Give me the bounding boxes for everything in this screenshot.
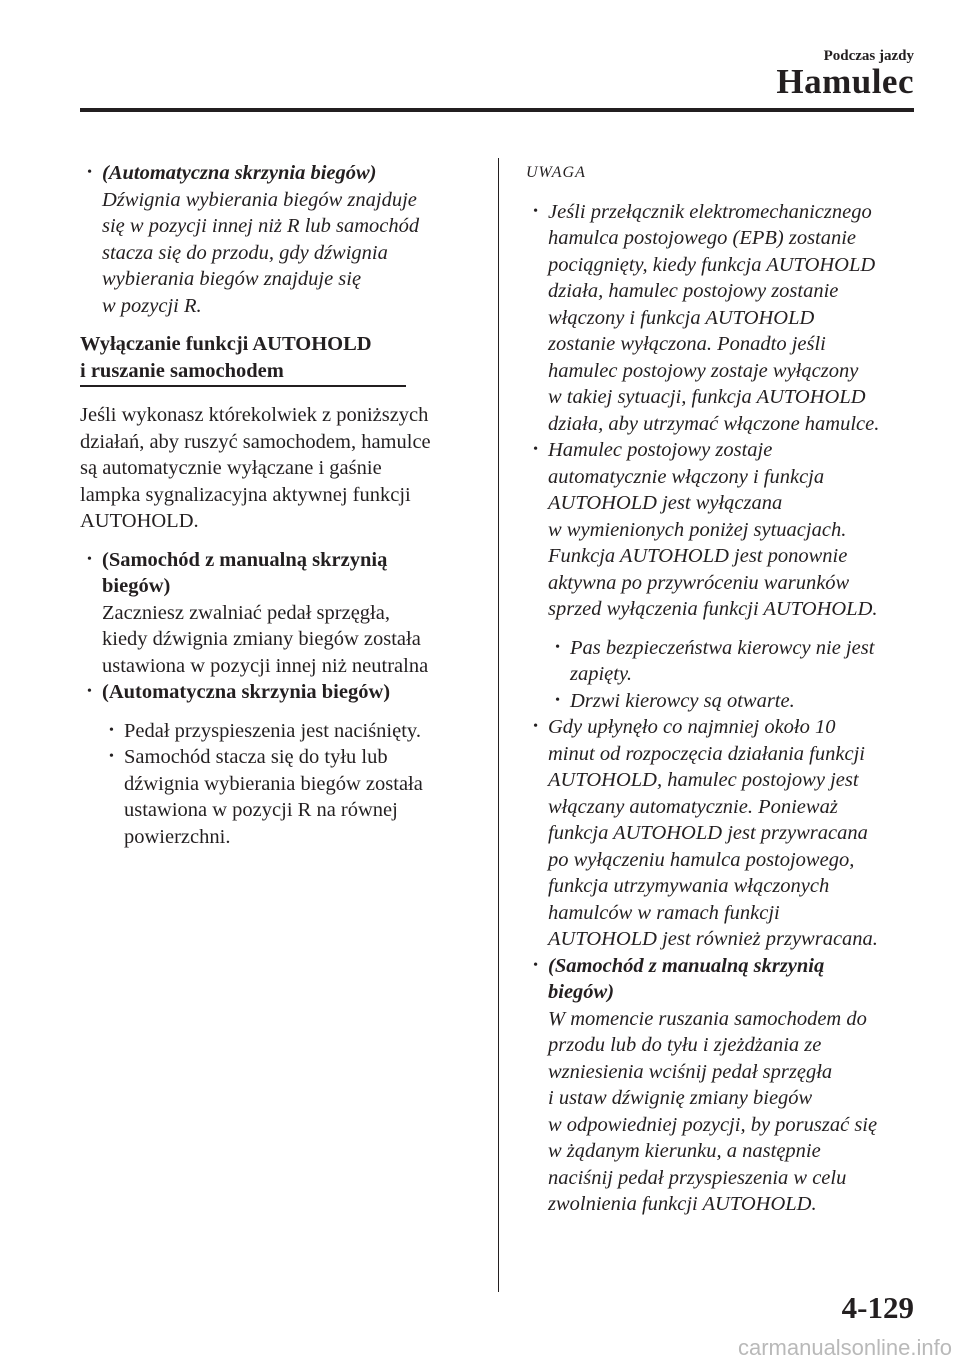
text-line: w odpowiedniej pozycji, by poruszać się: [548, 1113, 878, 1136]
bullet-automatic-transmission: [80, 679, 480, 706]
text-line: AUTOHOLD.: [80, 510, 199, 532]
text-line: dźwignia wybierania biegów została: [124, 772, 423, 795]
bullet-dot: •: [533, 957, 538, 973]
bullet-dot: •: [533, 719, 538, 734]
text-line: w żądanym kierunku, a następnie: [548, 1140, 821, 1162]
text-line: Dźwignia wybierania biegów znajduje: [102, 188, 417, 211]
left-column: [80, 160, 480, 850]
text-line: minut od rozpoczęcia działania funkcji: [548, 742, 865, 765]
bullet-title: biegów): [102, 575, 171, 597]
section-heading: [80, 331, 480, 384]
text-line: działań, aby ruszyć samochodem, hamulce: [80, 430, 431, 453]
text-line: działa, hamulec postojowy zostanie: [548, 280, 839, 302]
text-line: Zaczniesz zwalniać pedał sprzęgła,: [102, 601, 390, 624]
bullet-title: (Samochód z manualną skrzynią: [102, 548, 388, 571]
header-section-label: Podczas jazdy: [823, 48, 914, 64]
text-line: funkcja utrzymywania włączonych: [548, 875, 830, 897]
text-line: Jeśli przełącznik elektromechanicznego: [548, 200, 872, 223]
page-number: 4-129: [841, 1290, 914, 1325]
bullet-title: (Samochód z manualną skrzynią: [548, 954, 825, 977]
text-line: Gdy upłynęło co najmniej około 10: [548, 716, 836, 738]
text-line: kiedy dźwignia zmiany biegów została: [102, 628, 421, 650]
heading-line: i ruszanie samochodem: [80, 359, 284, 382]
text-line: działa, aby utrzymać włączone hamulce.: [548, 412, 880, 435]
text-line: zapięty.: [570, 663, 633, 685]
text-line: Hamulec postojowy zostaje: [548, 439, 773, 461]
heading-line: Wyłączanie funkcji AUTOHOLD: [80, 333, 372, 355]
text-line: AUTOHOLD jest również przywracana.: [548, 928, 878, 950]
text-line: ustawiona w pozycji innej niż neutralna: [102, 654, 429, 677]
text-line: zwolnienia funkcji AUTOHOLD.: [548, 1193, 817, 1215]
bullet-title: (Automatyczna skrzynia biegów): [102, 162, 377, 184]
text-line: funkcja AUTOHOLD jest przywracana: [548, 822, 868, 844]
bullet-dot: •: [555, 692, 560, 708]
text-line: Samochód stacza się do tyłu lub: [124, 746, 388, 768]
text-line: AUTOHOLD jest wyłączana: [548, 492, 783, 514]
text-line: Funkcja AUTOHOLD jest ponownie: [548, 545, 848, 567]
text-line: wybierania biegów znajduje się: [102, 268, 362, 290]
bullet-manual-transmission: [80, 547, 480, 680]
bullet-dot: •: [533, 203, 538, 219]
text-line: AUTOHOLD, hamulec postojowy jest: [548, 769, 859, 791]
bullet-title: biegów): [548, 981, 615, 1003]
note-bullet-manual: [526, 953, 926, 1218]
text-line: w pozycji R.: [102, 294, 202, 317]
header-rule: [80, 108, 914, 112]
note-title: UWAGA: [526, 164, 586, 181]
text-line: się w pozycji innej niż R lub samochód: [102, 215, 420, 237]
text-line: w takiej sytuacji, funkcja AUTOHOLD: [548, 386, 866, 408]
text-line: hamulec postojowy zostaje wyłączony: [548, 359, 859, 382]
text-line: powierzchni.: [124, 825, 231, 848]
text-line: W momencie ruszania samochodem do: [548, 1007, 867, 1030]
sub-bullet: [526, 635, 926, 688]
text-line: stacza się do przodu, gdy dźwignia: [102, 241, 388, 264]
bullet-dot: •: [555, 639, 560, 655]
text-line: ustawiona w pozycji R na równej: [124, 799, 398, 821]
text-line: wzniesienia wciśnij pedał sprzęgła: [548, 1060, 833, 1083]
bullet-dot: •: [109, 749, 114, 764]
text-line: Pas bezpieczeństwa kierowcy nie jest: [570, 636, 875, 659]
text-line: zostanie wyłączona. Ponadto jeśli: [548, 333, 826, 355]
text-line: hamulców w ramach funkcji: [548, 901, 780, 924]
column-divider: [498, 158, 499, 1292]
text-line: naciśnij pedał przyspieszenia w celu: [548, 1166, 847, 1189]
bullet-title: (Automatyczna skrzynia biegów): [102, 681, 391, 703]
bullet-dot: •: [533, 442, 538, 457]
text-line: pociągnięty, kiedy funkcja AUTOHOLD: [548, 253, 876, 276]
page-title: Hamulec: [776, 62, 914, 101]
text-line: przodu lub do tyłu i zjeżdżania ze: [548, 1034, 822, 1056]
text-line: aktywna po przywróceniu warunków: [548, 571, 850, 594]
text-line: w wymienionych poniżej sytuacjach.: [548, 518, 847, 541]
note-bullet-epb: [526, 199, 926, 438]
text-line: hamulca postojowego (EPB) zostanie: [548, 227, 857, 249]
text-line: Pedał przyspieszenia jest naciśnięty.: [124, 719, 421, 742]
text-line: włączany automatycznie. Ponieważ: [548, 795, 838, 818]
text-line: włączony i funkcja AUTOHOLD: [548, 306, 815, 329]
text-line: automatycznie włączony i funkcja: [548, 465, 825, 488]
sub-bullet: [80, 744, 480, 850]
sub-bullet: [80, 718, 480, 745]
text-line: są automatycznie wyłączane i gaśnie: [80, 457, 382, 479]
heading-underline: [80, 385, 406, 387]
note-bullet-timeout: [526, 714, 926, 953]
bullet-dot: •: [87, 551, 92, 567]
text-line: sprzed wyłączenia funkcji AUTOHOLD.: [548, 598, 878, 620]
text-line: po wyłączeniu hamulca postojowego,: [548, 848, 855, 871]
text-line: i ustaw dźwignię zmiany biegów: [548, 1087, 813, 1109]
note-bullet-auto-engage: [526, 437, 926, 623]
right-column: [526, 160, 926, 1218]
text-line: Drzwi kierowcy są otwarte.: [570, 689, 795, 712]
bullet-dot: •: [109, 722, 114, 738]
text-line: Jeśli wykonasz którekolwiek z poniższych: [80, 404, 429, 426]
watermark: carmanualsonline.info: [737, 1335, 952, 1360]
bullet-automatic-rollback: [80, 160, 480, 319]
text-line: lampka sygnalizacyjna aktywnej funkcji: [80, 483, 411, 506]
bullet-dot: •: [87, 684, 92, 699]
paragraph: [80, 402, 480, 535]
sub-bullet: [526, 688, 926, 715]
bullet-dot: •: [87, 165, 92, 180]
